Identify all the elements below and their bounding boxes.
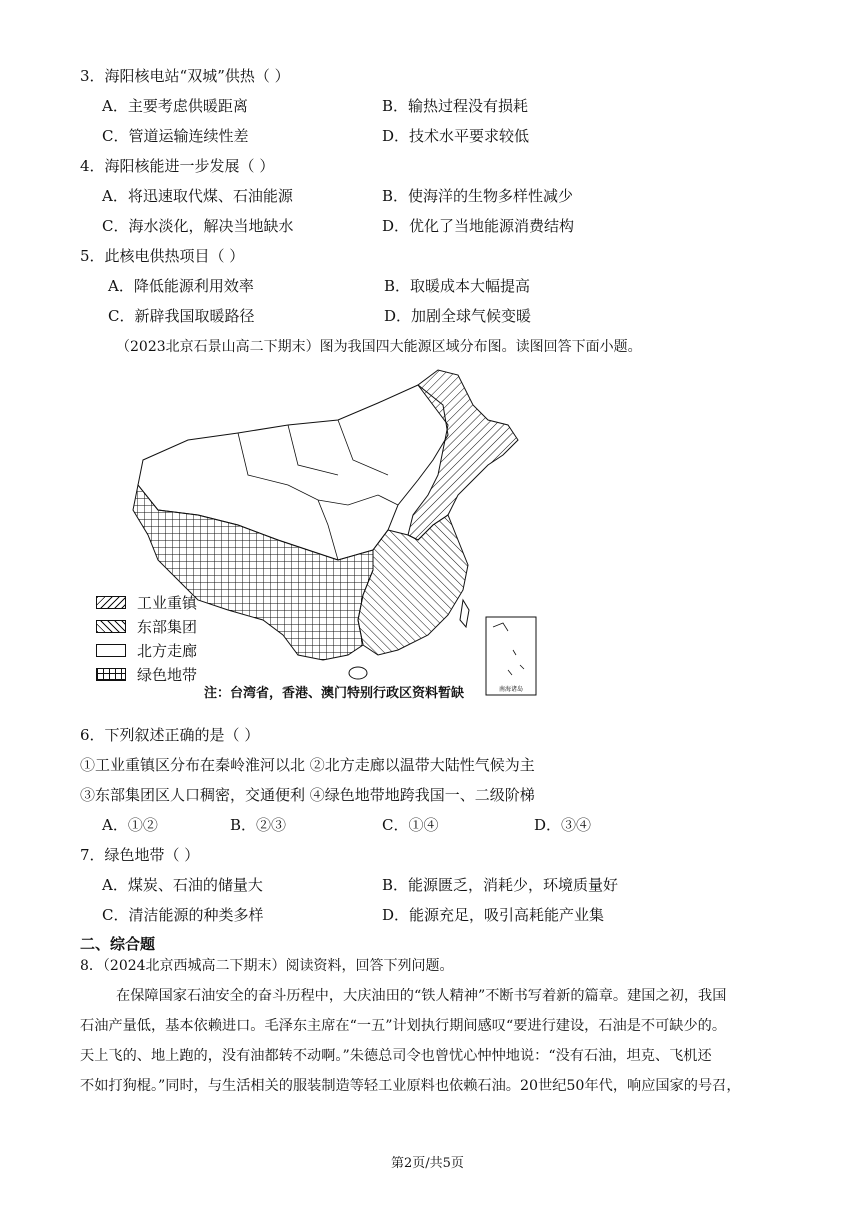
legend-swatch-back [96,620,126,633]
q6-option-d: D．③④ [534,816,592,834]
q6-statement-2: ③东部集团区人口稠密，交通便利 ④绿色地带地跨我国一、二级阶梯 [80,786,535,804]
q8-paragraph-line-3: 天上飞的、地上跑的，没有油都转不动啊。”朱德总司令也曾忧心忡忡地说：“没有石油，坦克、飞机还 [80,1048,712,1064]
q5-option-b: B．取暖成本大幅提高 [384,277,531,295]
q8-paragraph-line-4: 不如打狗棍。”同时，与生活相关的服装制造等轻工业原料也依赖石油。20世纪50年代，响应国家的号召， [80,1078,741,1094]
legend-label: 工业重镇 [137,594,198,612]
legend-swatch-grid [96,668,126,681]
map-legend [96,593,276,688]
q5-option-a: A．降低能源利用效率 [108,277,254,295]
q4-option-b: B．使海洋的生物多样性减少 [382,187,574,205]
section-title: 二、综合题 [80,935,156,953]
hainan-island [349,667,367,679]
inset-label: 南海诸岛 [498,686,524,693]
q3-option-b: B．输热过程没有损耗 [382,97,529,115]
energy-region-map [88,365,558,707]
legend-swatch-diag [96,596,126,609]
legend-label: 北方走廊 [137,642,198,660]
taiwan-island [460,600,469,627]
q5-option-c: C．新辟我国取暖路径 [108,307,255,325]
legend-label: 东部集团 [137,618,198,636]
q7-option-c: C．清洁能源的种类多样 [102,906,264,924]
q6-option-b: B．②③ [230,816,287,834]
q3-option-a: A．主要考虑供暖距离 [102,97,248,115]
q4-option-a: A．将迅速取代煤、石油能源 [102,187,293,205]
q3-stem: 3．海阳核电站“双城”供热（ ） [80,67,290,85]
q7-option-d: D．能源充足，吸引高耗能产业集 [382,906,605,924]
map-intro: （2023北京石景山高二下期末）图为我国四大能源区域分布图。读图回答下面小题。 [116,339,642,355]
q3-option-c: C．管道运输连续性差 [102,127,249,145]
map-note: 注：台湾省，香港、澳门特别行政区资料暂缺 [204,686,465,701]
q4-stem: 4．海阳核能进一步发展（ ） [80,157,275,175]
legend-swatch-blank [96,644,126,657]
q6-statement-1: ①工业重镇区分布在秦岭淮河以北 ②北方走廊以温带大陆性气候为主 [80,756,535,774]
q8-paragraph-line-2: 石油产量低，基本依赖进口。毛泽东主席在“一五”计划执行期间感叹“要进行建设，石油是不可缺少的。 [80,1018,727,1034]
q7-option-b: B．能源匮乏，消耗少，环境质量好 [382,876,619,894]
q6-stem: 6．下列叙述正确的是（ ） [80,726,260,744]
q6-option-a: A．①② [102,816,158,834]
legend-label: 绿色地带 [137,666,198,684]
q7-option-a: A．煤炭、石油的储量大 [102,876,263,894]
q3-option-d: D．技术水平要求较低 [382,127,530,145]
page-footer: 第2页/共5页 [391,1156,464,1171]
south-sea-inset [486,617,536,695]
q5-stem: 5．此核电供热项目（ ） [80,247,245,265]
q6-option-c: C．①④ [382,816,439,834]
q4-option-c: C．海水淡化，解决当地缺水 [102,217,294,235]
q8-paragraph-line-1: 在保障国家石油安全的奋斗历程中，大庆油田的“铁人精神”不断书写着新的篇章。建国之初，我国 [116,988,727,1004]
q8-stem: 8．（2024北京西城高二下期末）阅读资料，回答下列问题。 [80,958,454,974]
q7-stem: 7．绿色地带（ ） [80,846,200,864]
q5-option-d: D．加剧全球气候变暖 [384,307,532,325]
q4-option-d: D．优化了当地能源消费结构 [382,217,575,235]
